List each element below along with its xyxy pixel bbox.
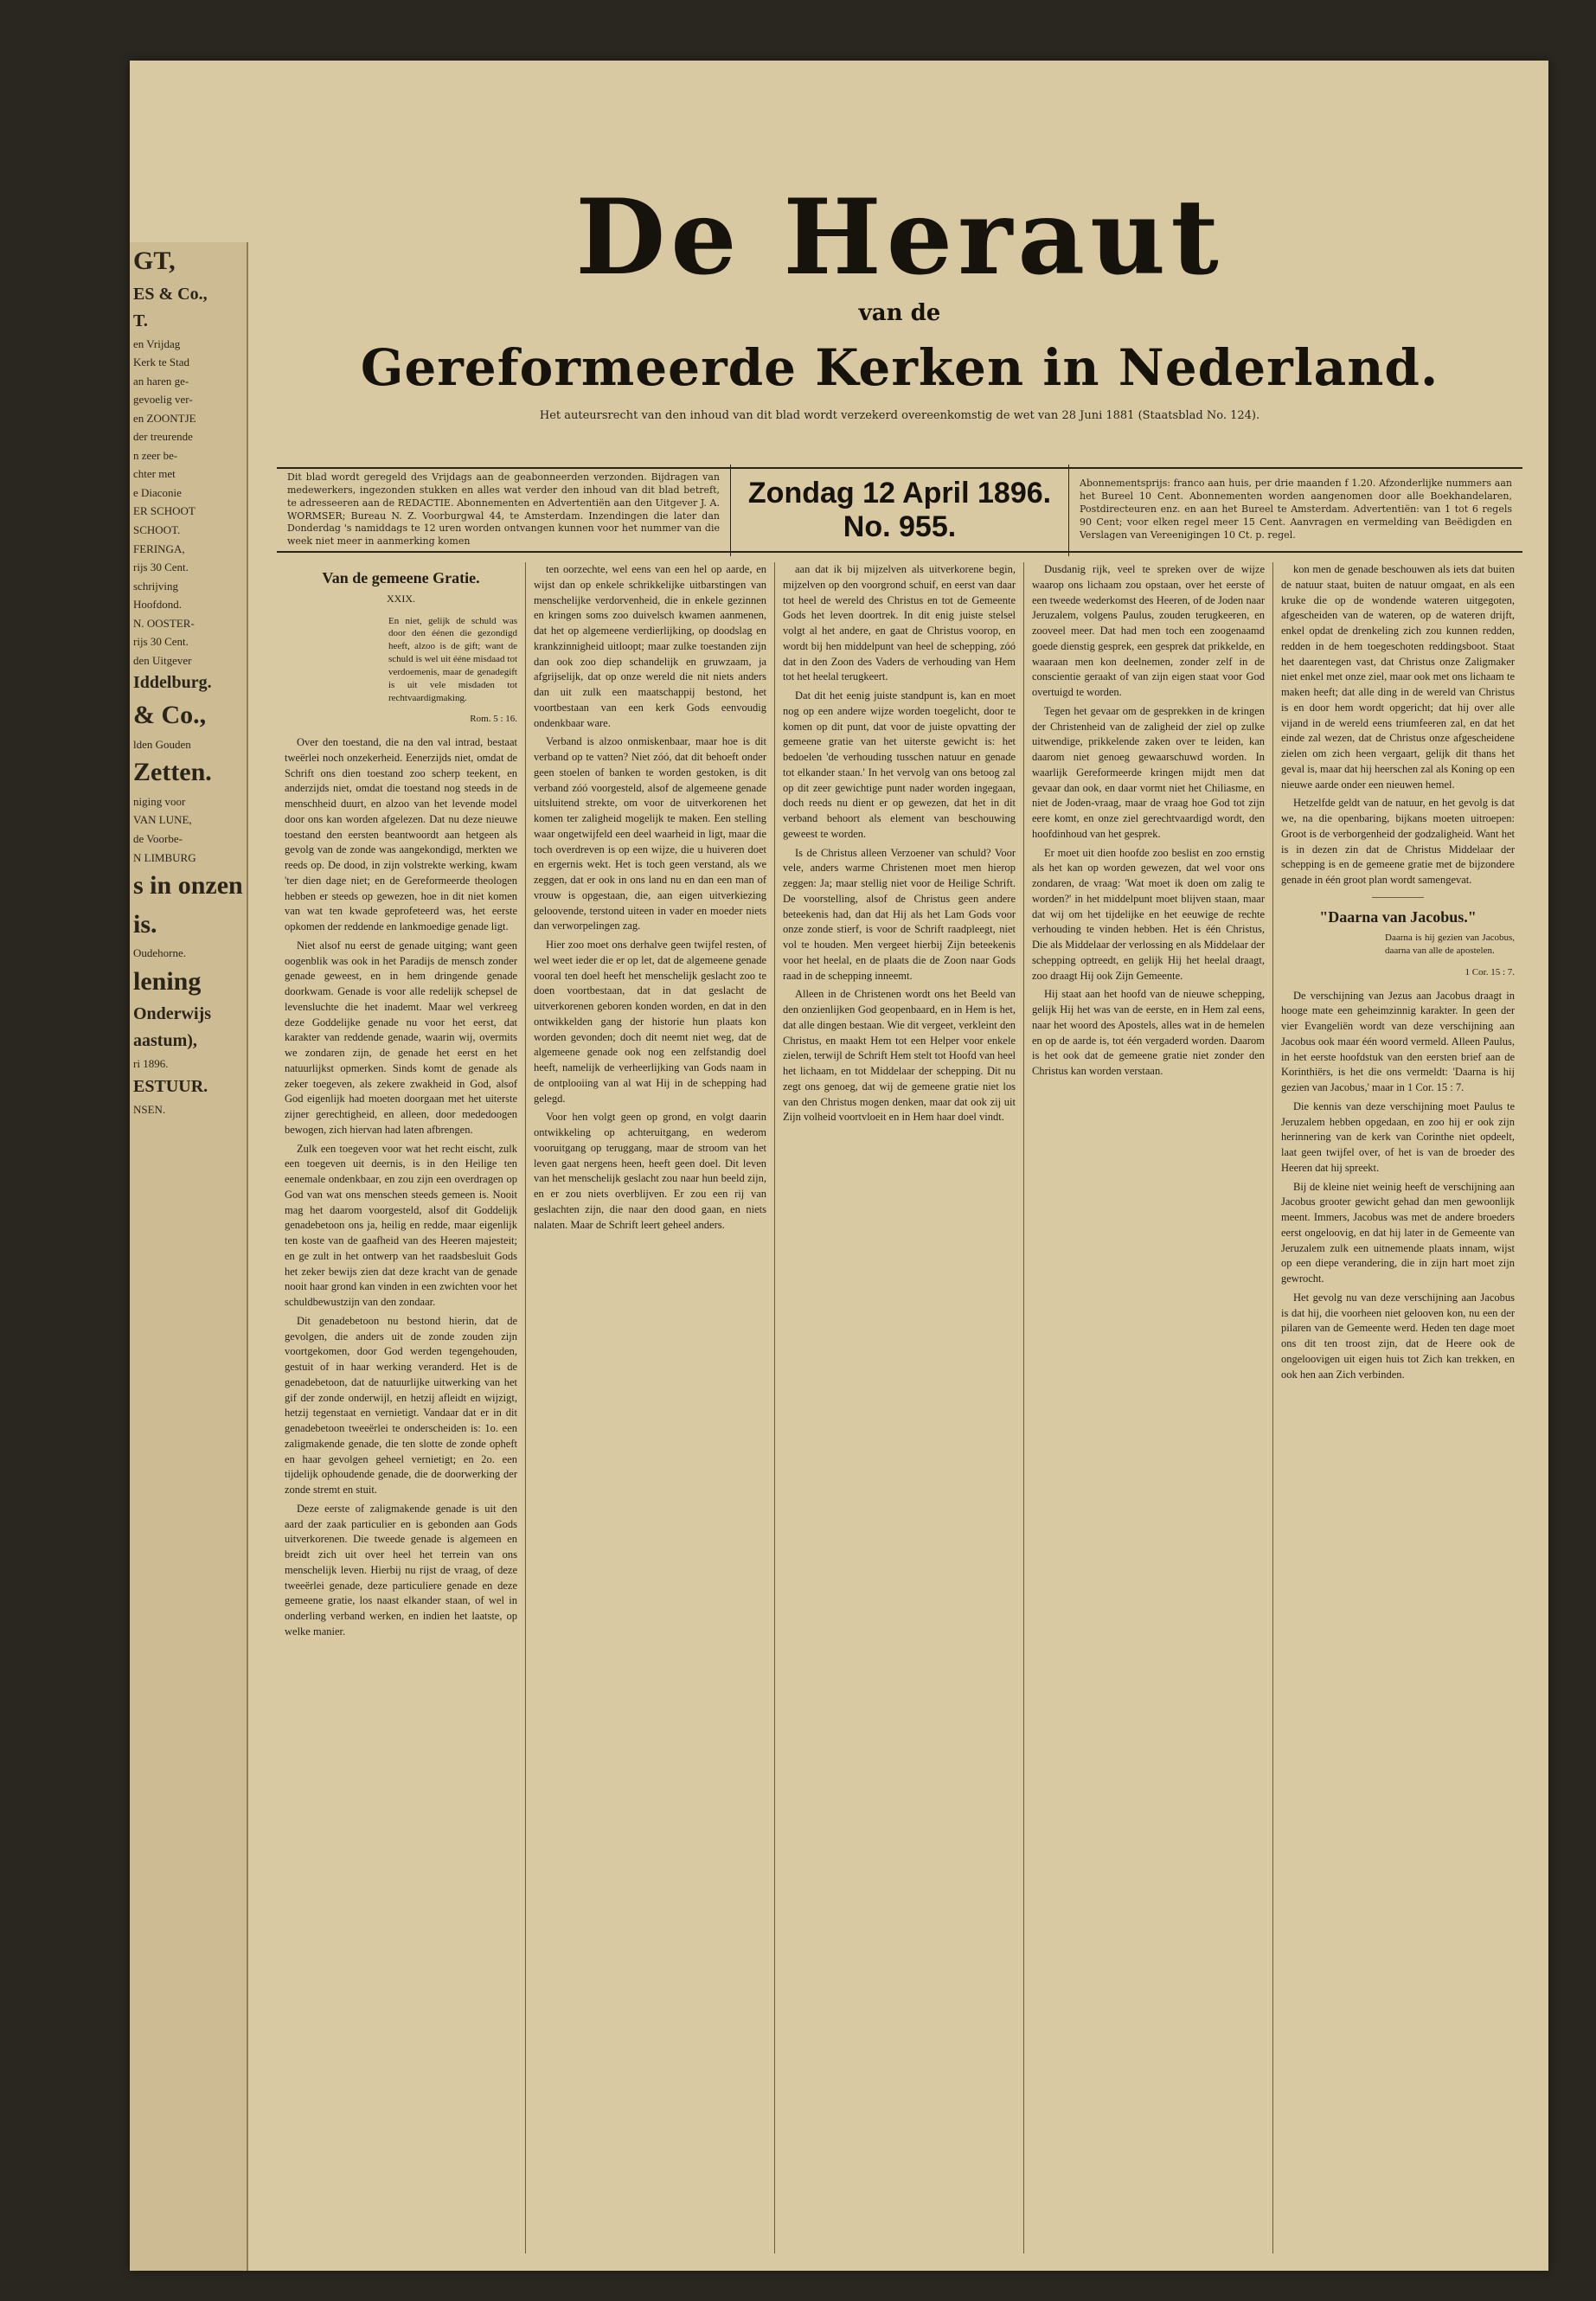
side-text-fragment: lening — [133, 966, 202, 996]
side-text-fragment: rijs 30 Cent. — [133, 561, 189, 574]
copyright-notice: Het auteursrecht van den inhoud van dit blad wordt verzekerd overeenkomstig de wet van 28 Juni 1881 (Staatsblad No. 124). — [539, 409, 1260, 422]
paragraph: aan dat ik bij mijzelven als uitverkorene begin, mijzelven op den voorgrond schuif, en eerst van daar tot heel de wereld des Christus en tot de Gemeente Gods het leven doortrek. In dit enig juiste stelsel volgt al het andere, en gaat de Christus voorop, en wordt bij hen middelpunt van heel de schepping, zóó dat in den Zoon des Vaders de verhouding van Hem tot het heelal terugkeert. — [783, 563, 1016, 683]
article-columns — [277, 562, 1522, 2253]
side-text-fragment: aastum), — [133, 1031, 197, 1051]
paragraph: kon men de genade beschouwen als iets dat buiten de natuur staat, buiten de natuur omgaat, en als een kruke die op de wondende wateren uitgegoten, afgescheiden van de wateren, op de wateren drijft, enkel opdat de drenkeling zich zou kunnen redden, redden in de hem toegeschoten reddingsboot. Staat het daarentegen vast, dat Christus onze Zaligmaker niet enkel met onze ziel, maar ook met ons lichaam te maken heeft; dat alle ding in de wereld van Christus is en door hem wordt opgericht; dat hij over alle vijand in de wereld eens triumfeeren zal, en dat het einde zal wezen, dat de Christus onze afgescheidene zielen om zich heen vergaart, gelijk dit thans het geval is, maar dat hij heerschen zal als Koning op een nieuwe aarde onder een nieuwen hemel. — [1281, 563, 1515, 791]
masthead — [251, 160, 1548, 445]
publication-notice: Dit blad wordt geregeld des Vrijdags aan de geabonneerden verzonden. Bijdragen van medewerkers, ingezonden stukken en alles wat verder den inhoud van dit blad betreft, te adresseeren aan de REDACTIE. Abonnementen en Advertentiën aan den Uitgever J. A. WORMSER; Bureau N. Z. Voorburgwal 44, te Amsterdam. Inzendingen die later dan Donderdag 's namiddags te 12 uren worden ontvangen kunnen voor het nummer van die week niet meer in aanmerking komen — [287, 471, 720, 548]
side-text-fragment: Oudehorne. — [133, 946, 187, 960]
side-text-fragment: den Uitgever — [133, 653, 192, 667]
side-text-fragment: schrijving — [133, 579, 178, 593]
paragraph: Over den toestand, die na den val intrad, bestaat tweërlei noch onzekerheid. Eenerzijds niet, omdat de Schrift ons dien toestand zoo scherp teekent, en anderzijds niet, omdat die toestand nog steeds in de menschheid duurt, en alzoo van het levende model door ons kan worden afgelezen. Dat nu deze nieuwe toestand den eersten beantwoordt aan hetgeen als gevolg van de zonde was aangekondigd, merkten we reeds op. De dood, in zijn volstrekte werking, kwam 'ter dien dage niet; en de Gereformeerde theologen hebben er steeds op gewezen, hoe in dit niet komen van wat ten kwade geprofeteerd was, het eerste opkomen der reddende en lankmoedige genade ligt. — [285, 736, 517, 933]
side-text-fragment: & Co., — [133, 701, 207, 730]
paragraph: Bij de kleine niet weinig heeft de verschijning aan Jacobus grooter gewicht gehad dan men gewoonlijk meent. Immers, Jacobus was met de andere broeders eerst ongeloovig, en dat hij later in de Gemeente van Jeruzalem zulk een uitnemende plaats innam, wijst op een diepe verandering, die in zijn hart moet zijn gewrocht. — [1281, 1180, 1515, 1285]
column-1 — [277, 562, 526, 2253]
subscription-prices: Abonnementsprijs: franco aan huis, per drie maanden f 1.20. Afzonderlijke nummers aan het Bureel 10 Cent. Abonnementen worden aangenomen door alle Boekhandelaren, Postdirecteuren enz. en aan het Bureel te Amsterdam. Advertentiën: van 1 tot 6 regels 90 Cent; voor elken regel meer 15 Cent. Aanvragen en vermelding van Beëdigden en Verslagen van Vereenigingen 10 Ct. p. regel. — [1080, 478, 1512, 541]
paragraph: Voor hen volgt geen op grond, en volgt daarin ontwikkeling op achteruitgang, en wederom vooruitgang op teruggang, maar de stroom van het leven gaat nergens heen, heeft geen doel. Dit leven van het menschelijk geslacht zou naar hun beeld zijn, en er zou niets overblijven. Er zou een rij van geslachten zijn, die naar den dood gaan, en niets nalaten. Maar de Schrift leert geheel anders. — [534, 1111, 766, 1231]
side-text-fragment: ESTUUR. — [133, 1076, 208, 1096]
side-text-fragment: is. — [133, 909, 157, 939]
side-text-fragment: niging voor — [133, 794, 186, 808]
column-1-text — [285, 735, 517, 1640]
side-text-fragment: N LIMBURG — [133, 850, 196, 864]
paragraph: Hier zoo moet ons derhalve geen twijfel resten, of wel weet ieder die er op let, dat de algemeene genade vooral ten doel heeft het menschelijk geslacht zoo te doen voortbestaan, dat in dat geslacht de uitverkorenen geboren konden worden, en dat in den ontwikkelden gang der historie hun plaats kon worden gevonden; doch dit neemt niet weg, dat de algemeene genade ook nog een zelfstandig doel heeft, namelijk de verheerlijking van Gods naam in de ontplooiing van al wat Hij in de schepping had gelegd. — [534, 939, 766, 1105]
side-text-fragment: Zetten. — [133, 758, 212, 787]
info-bar — [277, 467, 1522, 553]
side-text-fragment: SCHOOT. — [133, 522, 181, 536]
paragraph: Er moet uit dien hoofde zoo beslist en zoo ernstig als het kan op worden gewezen, dat wel voor ons zondaren, de vraag: 'Wat moet ik doen om zalig te worden?' in het middelpunt moet blijven staan, maar dat wij om het tijdelijke en het eeuwige de rechte verhouding te vinden hebben. Het is één Christus, Die als Middelaar der verlossing en als Middelaar der schepping optreedt, en gelijk Hij het heelal draagt, zoo draagt Hij ook Zijn Gemeente. — [1032, 846, 1265, 982]
side-text-fragment: ES & Co., — [133, 284, 208, 304]
column-3-text — [783, 562, 1016, 1125]
side-text-fragment: gevoelig ver- — [133, 393, 193, 407]
section-divider — [1372, 897, 1424, 898]
article-heading: Van de gemeene Gratie. — [322, 569, 480, 586]
column-3 — [775, 562, 1024, 2253]
adjacent-page-strip — [130, 242, 248, 2271]
scripture-reference: Rom. 5 : 16. — [470, 714, 517, 725]
column-4 — [1024, 562, 1273, 2253]
side-text-fragment: en ZOONTJE — [133, 411, 196, 425]
paragraph: Dusdanig rijk, veel te spreken over de wijze waarop ons lichaam zou opstaan, over het eerste of een tweede wederkomst des Heeren, of de Joden naar Jeruzalem, volgens Paulus, zouden terugkeeren, en zooveel meer. Dat had men toch een zoogenaamd goede dienstig gesprek, een gesprek dat prikkelde, en waaraan men kon deelnemen, zonder zelf in de conscientie geraakt of van zijn eigen staat voor God overtuigd te worden. — [1032, 563, 1265, 698]
side-text-fragment: FERINGA, — [133, 542, 185, 555]
column-2-text — [534, 562, 766, 1233]
second-scripture-reference: 1 Cor. 15 : 7. — [1465, 966, 1515, 977]
side-text-fragment: an haren ge- — [133, 374, 189, 388]
side-text-fragment: VAN LUNE, — [133, 813, 192, 827]
paragraph: Niet alsof nu eerst de genade uitging; want geen oogenblik was ook in het Paradijs de mensch zonder genade geweest, en in hem dringende genade doorkwam. Genade is voor alle redelijk schepsel de levensluchte die het inademt. Maar wel verkreeg deze Goddelijke genade nu voor het eerst, dat karakter van reddende genade, waarin wij, overmits we zondaren zijn, de genade het eerst en het natuurlijkst opmerken. Sinds komt de genade als zeker toegeven, als zekere zwakheid in God, alsof God eigenlijk had moeten doorgaan met het uiterste zijner gerechtigheid, en alleen, door mededoogen bewogen, zich hiervan had laten afbrengen. — [285, 939, 517, 1136]
column-2 — [526, 562, 775, 2253]
paragraph: Dat dit het eenig juiste standpunt is, kan en moet nog op een andere wijze worden toegelicht, door te komen op dit punt, dat voor de juiste opvatting der gemeene gratie van het uiterste gewicht is: het bedoelen 'de verhouding tusschen natuur en genade tot elkander staan.' In het vervolg van ons betoog zal op dit zeer gewichtige punt nader worden ingegaan, doch reeds nu dient er op gewezen, dat het in dit verband behoort als element van beschouwing geweest te worden. — [783, 689, 1016, 840]
second-article-heading: "Daarna van Jacobus." — [1319, 907, 1477, 926]
newspaper-title: De Heraut — [575, 176, 1224, 298]
paragraph: Hetzelfde geldt van de natuur, en het gevolg is dat we, na die openbaring, bijkans moeten uitroepen: Groot is de verborgenheid der godzaligheid. Want het is in dezen zin dat de Christus Middelaar der schepping is en de gemeene gratie met de bijzondere genade in één groot plan wordt samengevat. — [1281, 797, 1515, 886]
column-5 — [1273, 562, 1522, 2253]
side-text-fragment: Onderwijs — [133, 1004, 211, 1024]
side-text-fragment: der treurende — [133, 430, 193, 444]
side-text-fragment: s in onzen — [133, 871, 243, 901]
side-text-fragment: Iddelburg. — [133, 673, 212, 693]
side-text-fragment: NSEN. — [133, 1102, 166, 1116]
side-text-fragment: en Vrijdag — [133, 336, 181, 350]
paragraph: Dit genadebetoon nu bestond hierin, dat de gevolgen, die anders uit de zonde zouden zijn voortgekomen, door God werden tegengehouden, gestuit of in haar werking veranderd. Het is de genadebetoon, dat de natuurlijke uitwerking van het gif der zonde onderwijl, en hetzij afleidt en wijzigt, hetzij tegenstaat en vernietigt. Vandaar dat er in dit genadebetoon tweeërlei te onderscheiden is: 1o. een zaligmakende genade, die ten slotte de zonde opheft en haar gevolgen geheel vernietigt; en 2o. een tijdelijk ophoudende genade, die de doorwerking der zonde stremt en stuit. — [285, 1314, 517, 1497]
column-4-text — [1032, 562, 1265, 1080]
title-connector: van de — [858, 300, 941, 326]
side-text-fragment: de Voorbe- — [133, 831, 183, 845]
column-5-text — [1281, 562, 1515, 888]
side-text-fragment: lden Gouden — [133, 737, 191, 751]
paragraph: Alleen in de Christenen wordt ons het Beeld van den onzienlijken God geopenbaard, en in Hem is het, dat alle dingen bestaan. Wie dit vergeet, verkleint den Christus, en maakt Hem tot een Helper voor enkele zielen, terwijl de Schrift Hem stelt tot Hoofd van heel het lichaam, en tot Middelaar der schepping. Dit nu zegt ons genoeg, dat wij de gemeene gratie niet los van den Christus mogen denken, maar dat ook zij uit Zijn volheid voortvloeit en in Hem haar doel vindt. — [783, 988, 1016, 1124]
paragraph: Tegen het gevaar om de gesprekken in de kringen der Christenheid van de zaligheid der ziel op zulke uitwendige, prikkelende zaken over te leiden, kan daarom niet genoeg gewaarschuwd worden. In waarlijk Gereformeerde kringen mijdt men dat gevaar dan ook, en daar vormt niet het Chiliasme, en niet de Joden-vraag, maar de vraag hoe God tot zijn eere komt, en onze ziel gerechtvaardigd wordt, den hoofdinhoud van het gesprek. — [1032, 704, 1265, 840]
scripture-quote: En niet, gelijk de schuld was door den éénen die gezondigd heeft, alzoo is de gift; want de schuld is wel uit ééne misdaad tot verdoemenis, maar de genadegift is uit vele misdaden tot rechtvaardigmaking. — [388, 615, 517, 703]
side-text-fragment: Hoofdond. — [133, 598, 182, 612]
paragraph: Deze eerste of zaligmakende genade is uit den aard der zaak particulier en is gebonden aan Gods uitverkorenen. Die tweede genade is algemeen en breidt zich uit over heel het terrein van ons menschelijk leven. Hierbij nu rijst de vraag, of deze tweeërlei genade, deze particuliere genade en deze gemeene gratie, los naast elkander staan, of wel in onderling verband werken, en indien het laatste, op welke manier. — [285, 1502, 517, 1638]
paragraph: De verschijning van Jezus aan Jacobus draagt in hooge mate een geheimzinnig karakter. In geen der vier Evangeliën wordt van deze verschijning aan Jacobus ook maar één woord vermeld. Alleen Paulus, in het eerste hoofdstuk van den eersten brief aan de Korinthiërs, is het die ons vermeldt: 'Daarna is hij gezien van Jacobus,' maar in 1 Cor. 15 : 7. — [1281, 989, 1515, 1094]
side-text-fragment: GT, — [133, 247, 176, 275]
paragraph: Die kennis van deze verschijning moet Paulus te Jeruzalem hebben opgedaan, en zoo hij er ook zijn herinnering van de kerk van Corinthe niet opdeelt, laat geen twijfel over, of het is van de broeder des Heeren dat hij spreekt. — [1281, 1099, 1515, 1174]
newspaper-page — [130, 61, 1548, 2271]
side-text-fragment: Kerk te Stad — [133, 356, 189, 369]
side-text-fragment: chter met — [133, 467, 176, 481]
side-text-fragment: e Diaconie — [133, 485, 182, 499]
article-part-number: XXIX. — [387, 592, 415, 605]
side-text-fragment: T. — [133, 311, 148, 330]
side-text-fragment: ER SCHOOT — [133, 504, 195, 518]
paragraph: Hij staat aan het hoofd van de nieuwe schepping, gelijk Hij het was van de eerste, en in Hem zal eens, naar het woord des Apostels, alles wat in de hemelen en op de aarde is, tot één vergaderd worden. Daarom is het ook dat de gemeene gratie niet zonder den Christus kan worden verstaan. — [1032, 988, 1265, 1077]
side-text-fragment: ri 1896. — [133, 1057, 169, 1071]
newspaper-subtitle: Gereformeerde Kerken in Nederland. — [360, 338, 1439, 397]
paragraph: ten oorzechte, wel eens van een hel op aarde, en wijst dan op enkele schrikkelijke uitbarstingen van menschelijke verdorvenheid, die in enkele gezinnen en kringen soms zoo duivelsch kwamen aanmenen, dat het op algemeene verdierlijking, op doodslag en krankzinnigheid uitloopt; maar zulke toestanden zijn dan ook zoo diep schandelijk en gruwzaam, ja afgrijselijk, dat op onze wereld die nit niets anders dan uit zulk een maatschappij bestond, het voortbestaan van een kerk Gods eenvoudig ondenkbaar ware. — [534, 563, 766, 729]
side-text-fragment: rijs 30 Cent. — [133, 635, 189, 649]
paragraph: Is de Christus alleen Verzoener van schuld? Voor vele, anders warme Christenen moet men hierop zeggen: Ja; maar stellig niet voor de Heilige Schrift. De voorstelling, alsof de Christus geen andere beteekenis had, dan dat Hij als het Lam Gods voor onze zonde stierf, is voor de Schrift raadpleegt, niet vol te houden. Men vergeet hierbij Zijn beteekenis voor het heelal, en de plaats die de Zoon naar Gods raad in de schepping inneemt. — [783, 846, 1016, 982]
side-text-fragment: n zeer be- — [133, 448, 178, 462]
paragraph: Verband is alzoo onmiskenbaar, maar hoe is dit verband op te vatten? Niet zóó, dat dit behoeft onder geen stoelen of banken te worden gestoken, is dit verband zóó voorgesteld, alsof de algemeene genade uitsluitend strekte, om voor de uitverkorenen het komen ter zaligheid mogelijk te maken. Een stelling waar ongetwijfeld een deel waarheid in ligt, maar die toch overdreven is op een wijze, die u huiveren doet en ergernis wekt. Het is toch geen verstand, als we zeggen, dat er ook in ons land nu en dan een man of vrouw is opgestaan, die, aan eigen uitverkiezing geloovende, terstond uiteen in vader en moeder niets dan verworpelingen zag. — [534, 735, 766, 933]
second-article-text — [1281, 989, 1515, 1383]
side-text-fragment: N. OOSTER- — [133, 616, 195, 630]
paragraph: Het gevolg nu van deze verschijning aan Jacobus is dat hij, die voorheen niet gelooven kon, nu een der pilaren van de Gemeente werd. Heden ten dage moet ons dit ten troost zijn, dat de Heere ook de ongeloovigen uit eigen huis tot Zich kan trekken, en ook hen aan Zich verbinden. — [1281, 1291, 1515, 1381]
issue-date-number: Zondag 12 April 1896. No. 955. — [730, 465, 1069, 556]
second-scripture-quote: Daarna is hij gezien van Jacobus, daarna van alle de apostelen. — [1385, 933, 1515, 957]
paragraph: Zulk een toegeven voor wat het recht eischt, zulk een toegeven uit deernis, is in den Heilige ten eenemale ondenkbaar, en zou zijn een overdragen op God van wat ons menschen steeds gemeen is. Nooit mag het daarom voorgesteld, alsof dit Goddelijk genadebetoon ons ja, heilig en redde, maar eigenlijk ten koste van de gaafheid van des Heeren majesteit; en ge zult in het ontwerp van het raadsbesluit Gods het zeker bewijs zien dat deze kracht van de genade nooit haar grond kan vinden in een zwichten voor het schuldbewustzijn van den zondaar. — [285, 1142, 517, 1309]
